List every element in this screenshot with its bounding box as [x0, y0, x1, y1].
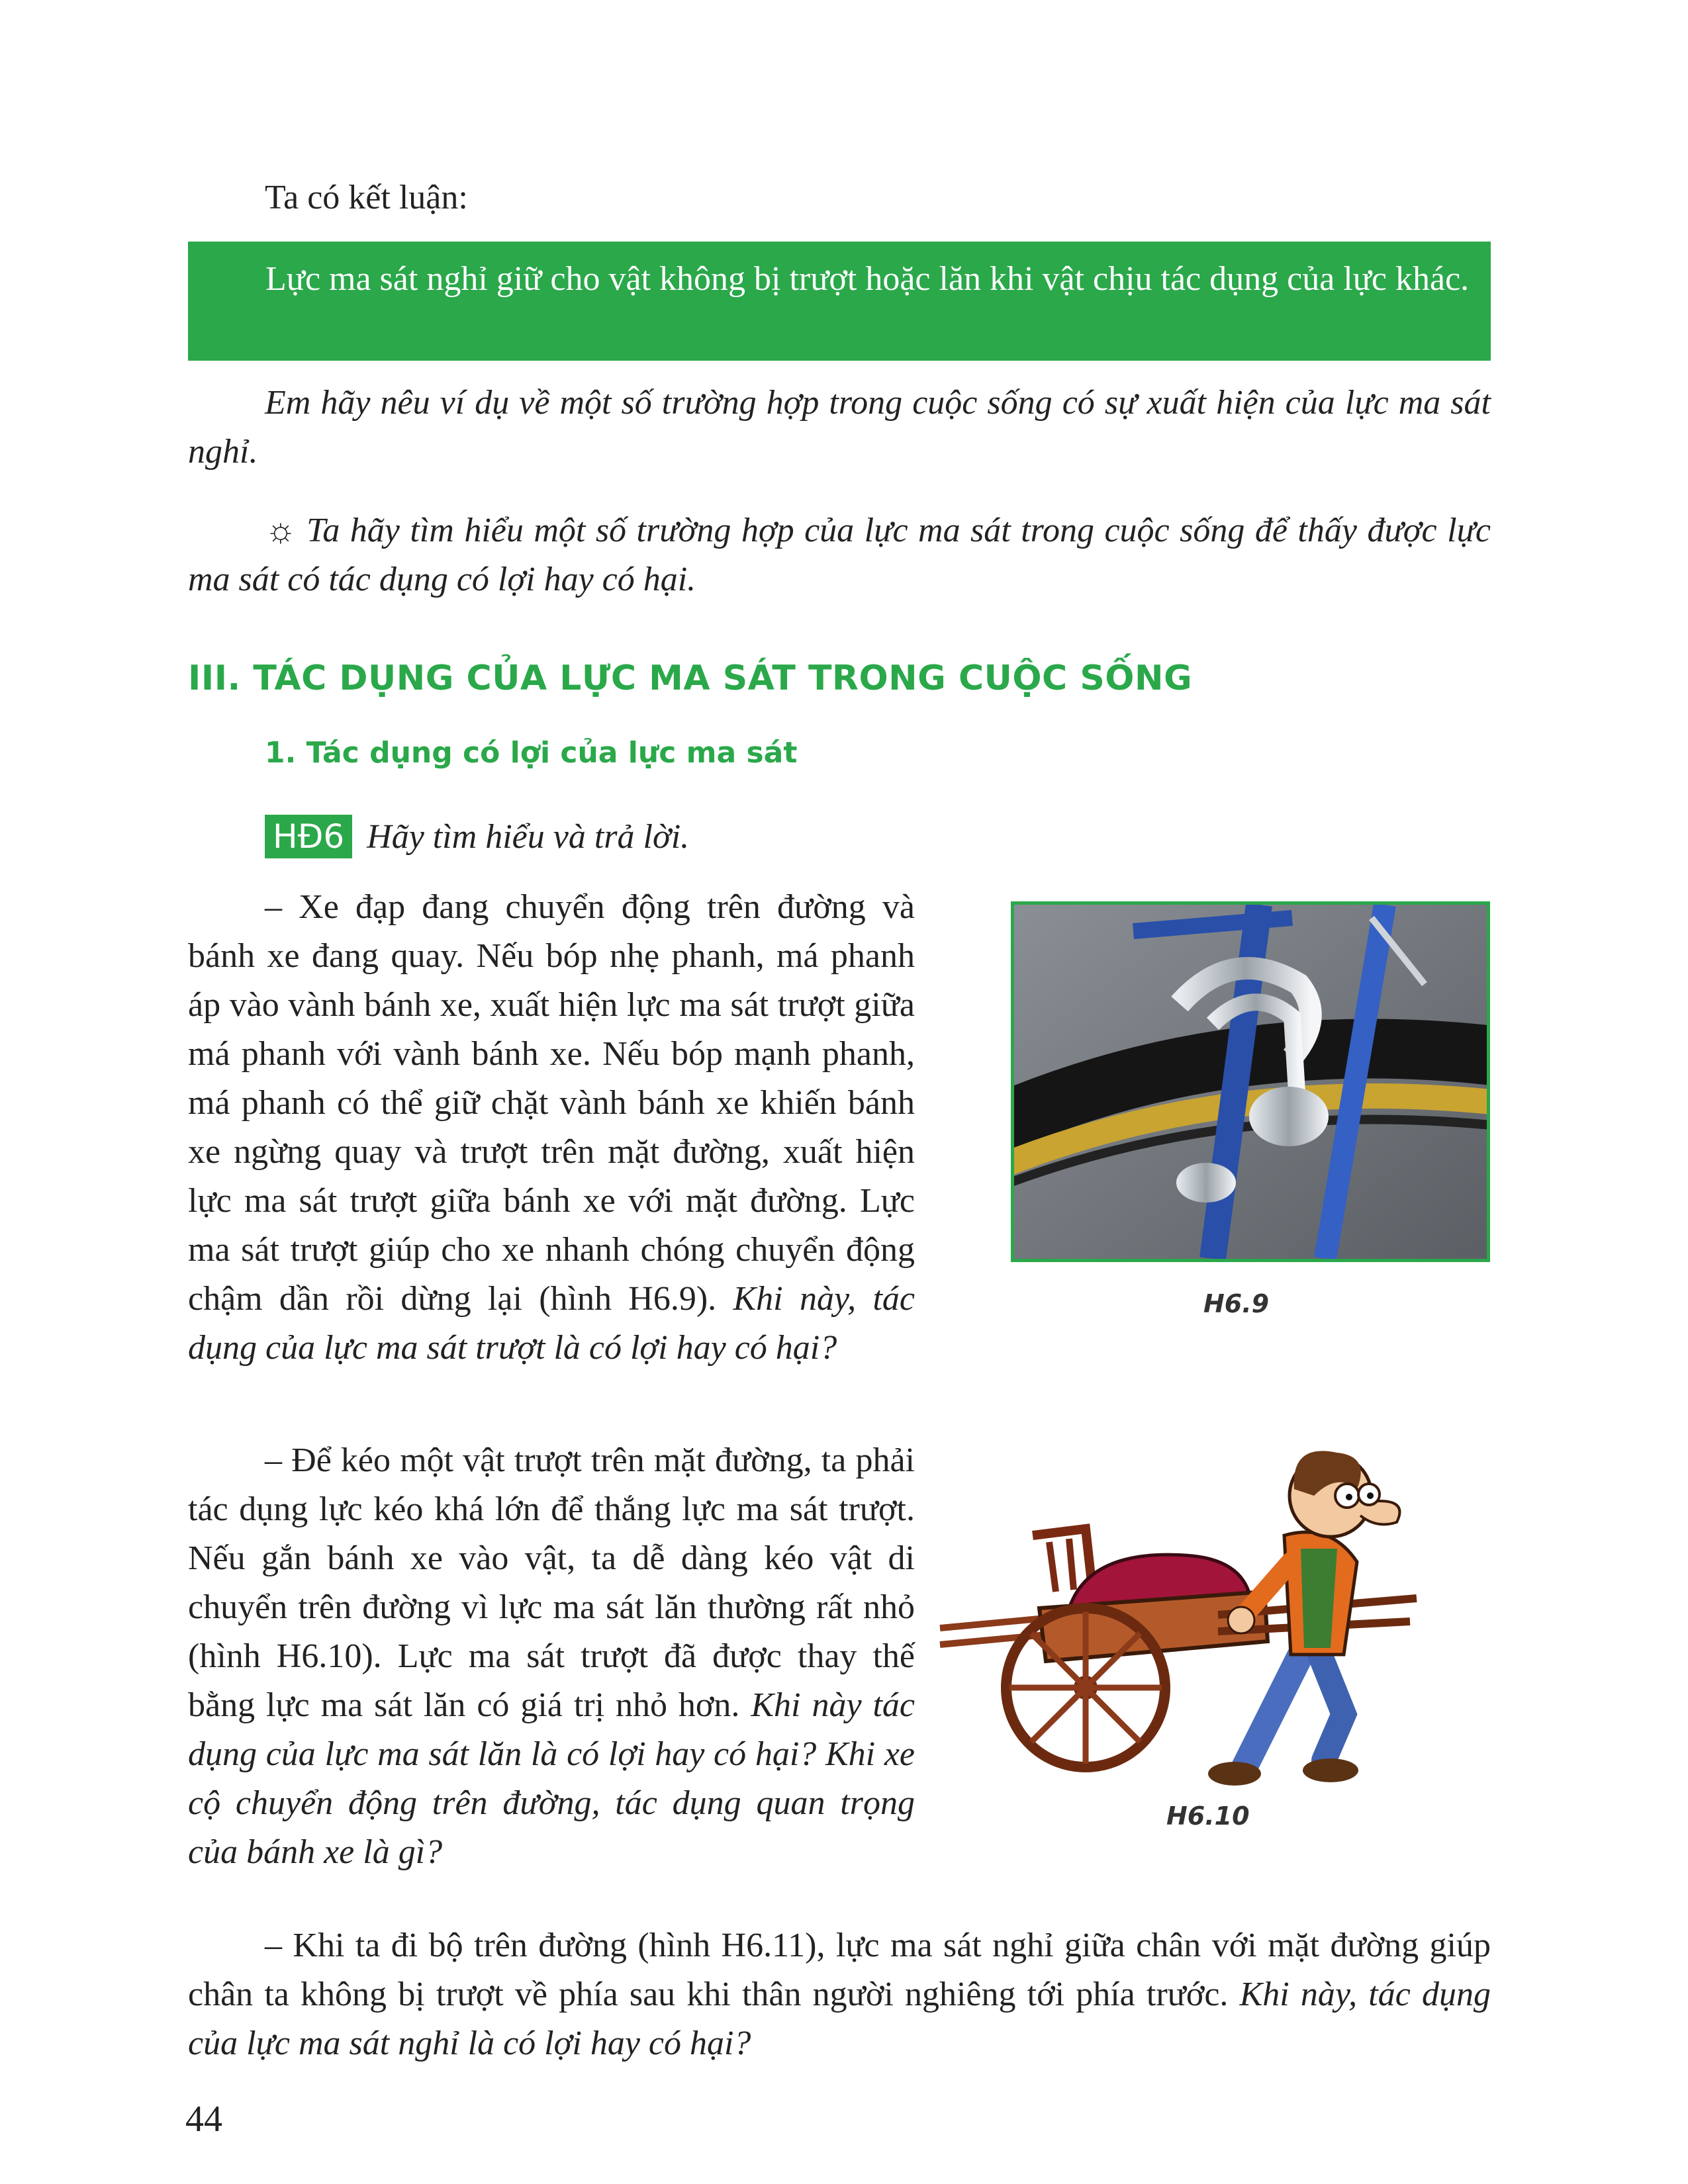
figure-h6-10-caption: H6.10 [1166, 1801, 1250, 1831]
activity-line [265, 813, 689, 862]
intro-text: Ta có kết luận: [265, 179, 468, 216]
page-number: 44 [185, 2099, 222, 2140]
paragraph-bicycle [188, 883, 915, 1373]
figure-h6-9-caption: H6.9 [1203, 1289, 1270, 1318]
paragraph-walking [188, 1921, 1491, 2068]
subsection-heading: 1. Tác dụng có lợi của lực ma sát [265, 736, 798, 770]
paragraph-bicycle-question: Khi này, tác dụng của lực ma sát trượt là có lợi hay có hại? [188, 1280, 915, 1367]
paragraph-bicycle-text: – Xe đạp đang chuyển động trên đường và bánh xe đang quay. Nếu bóp nhẹ phanh, má phanh áp vào vành bánh xe, xuất hiện lực ma sát trượt giữa má phanh với vành bánh xe. Nếu bóp mạnh phanh, má phanh có thể giữ chặt vành bánh xe khiến bánh xe ngừng quay và trượt trên mặt đường, xuất hiện lực ma sát trượt giữa bánh xe với mặt đường. Lực ma sát trượt giúp cho xe nhanh chóng chuyển động chậm dần rồi dừng lại (hình H6.9). [188, 888, 915, 1318]
explore-text: Ta hãy tìm hiểu một số trường hợp của lực ma sát trong cuộc sống để thấy được lực ma sát có tác dụng có lợi hay có hại. [188, 512, 1491, 598]
bicycle-brake-image [1014, 905, 1487, 1259]
conclusion-text: Lực ma sát nghỉ giữ cho vật không bị trượt hoặc lăn khi vật chịu tác dụng của lực khác. [265, 260, 1470, 298]
paragraph-cart-question: Khi này tác dụng của lực ma sát lăn là có lợi hay có hại? Khi xe cộ chuyển động trên đường, tác dụng quan trọng của bánh xe là gì? [188, 1686, 915, 1871]
paragraph-walking-question: Khi này, tác dụng của lực ma sát nghỉ là có lợi hay có hại? [188, 1976, 1491, 2062]
paragraph-cart-text: – Để kéo một vật trượt trên mặt đường, ta phải tác dụng lực kéo khá lớn để thắng lực ma sát trượt. Nếu gắn bánh xe vào vật, ta dễ dàng kéo vật di chuyển trên đường vì lực ma sát lăn thường rất nhỏ (hình H6.10). Lực ma sát trượt đã được thay thế bằng lực ma sát lăn có giá trị nhỏ hơn. [188, 1441, 915, 1724]
conclusion-box [188, 242, 1491, 361]
activity-text: Hãy tìm hiểu và trả lời. [367, 818, 690, 856]
figure-h6-10-illustration [933, 1449, 1503, 1794]
sun-icon: ☼ [265, 512, 297, 549]
activity-badge: HĐ6 [265, 815, 352, 858]
paragraph-cart [188, 1436, 915, 1877]
paragraph-walking-text: – Khi ta đi bộ trên đường (hình H6.11), lực ma sát nghỉ giữa chân với mặt đường giúp chân ta không bị trượt về phía sau khi thân người nghiêng tới phía trước. [188, 1927, 1491, 2013]
explore-paragraph [188, 506, 1491, 604]
section-heading: III. TÁC DỤNG CỦA LỰC MA SÁT TRONG CUỘC SỐNG [188, 659, 1193, 698]
figure-h6-9-photo [1011, 901, 1490, 1262]
question-paragraph: Em hãy nêu ví dụ về một số trường hợp trong cuộc sống có sự xuất hiện của lực ma sát nghỉ. [188, 384, 1491, 471]
